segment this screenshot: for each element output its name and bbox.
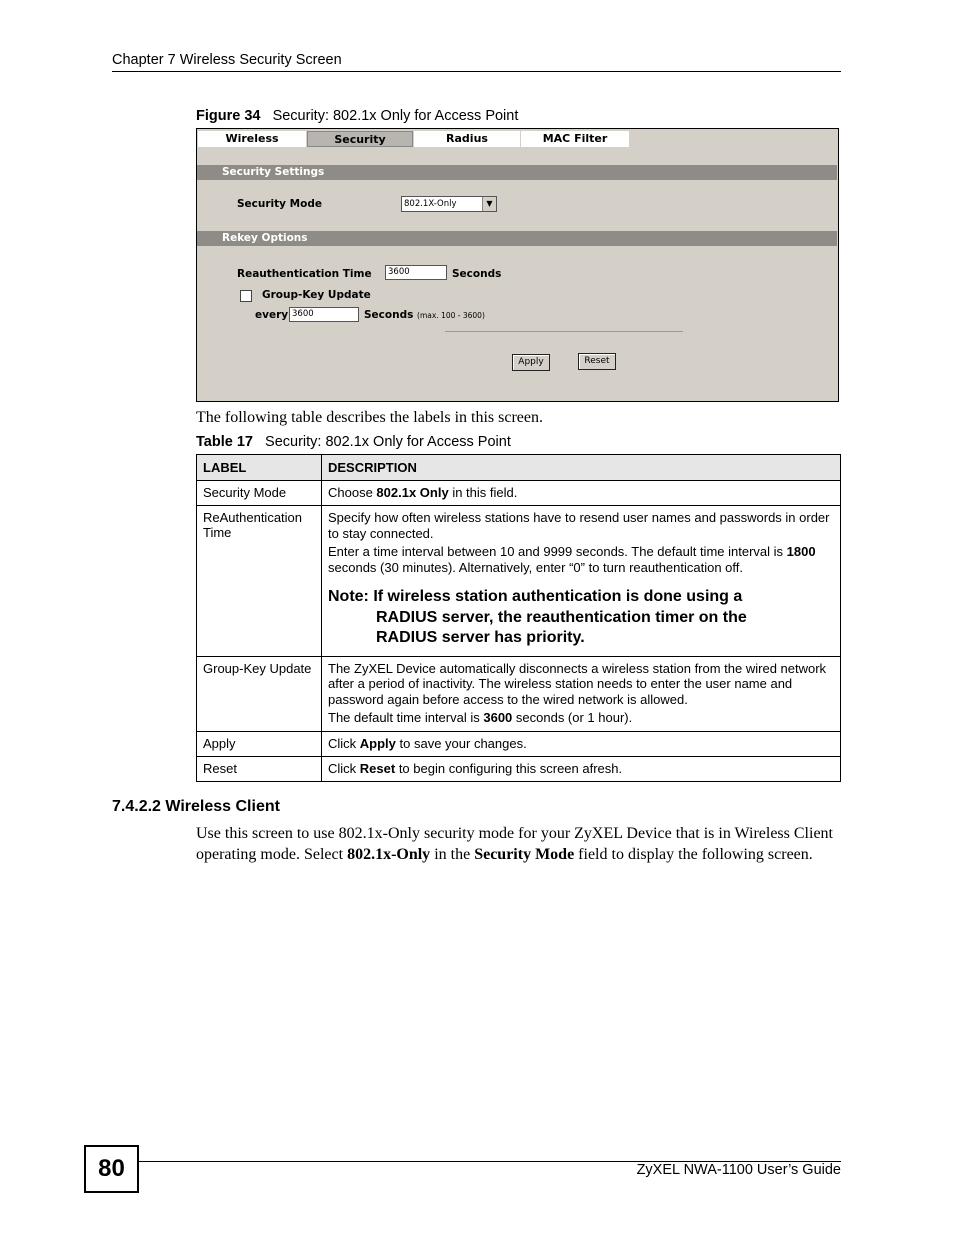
column-header-label: LABEL xyxy=(197,455,322,481)
security-settings-title: Security Settings xyxy=(222,166,325,178)
tab-bar xyxy=(197,131,838,149)
desc-paragraph: Specify how often wireless stations have to resend user names and passwords in order to stay connected. xyxy=(328,510,830,541)
tab-radius[interactable]: Radius xyxy=(414,131,520,147)
guide-title: ZyXEL NWA-1100 User’s Guide xyxy=(636,1162,841,1178)
figure-caption xyxy=(196,108,518,124)
table-row xyxy=(197,506,841,657)
chevron-down-icon: ▼ xyxy=(482,197,496,211)
table-title: Security: 802.1x Only for Access Point xyxy=(265,434,511,450)
interval-range-note: (max. 100 - 3600) xyxy=(417,311,485,320)
section-heading: 7.4.2.2 Wireless Client xyxy=(112,798,280,815)
row-description xyxy=(322,731,841,756)
row-description xyxy=(322,481,841,506)
security-mode-value: 802.1X-Only xyxy=(404,199,457,209)
row-description xyxy=(322,656,841,731)
rekey-options-title: Rekey Options xyxy=(222,232,308,244)
column-header-description: DESCRIPTION xyxy=(322,455,841,481)
desc-paragraph xyxy=(328,710,834,726)
page-number: 80 xyxy=(84,1145,139,1193)
reauth-unit: Seconds xyxy=(452,268,502,280)
desc-paragraph: The ZyXEL Device automatically disconnects a wireless station from the wired network after a period of inactivity. The wireless station needs to enter the user name and password again before access to the wired network is allowed. xyxy=(328,660,827,707)
rekey-options-bar xyxy=(197,231,837,246)
reset-button[interactable]: Reset xyxy=(578,353,616,370)
table-row xyxy=(197,656,841,731)
reauth-time-label: Reauthentication Time xyxy=(237,268,372,280)
row-description xyxy=(322,506,841,657)
every-unit: Seconds xyxy=(364,309,414,321)
group-key-label: Group-Key Update xyxy=(262,289,371,301)
apply-button[interactable]: Apply xyxy=(512,354,550,371)
row-label: ReAuthentication Time xyxy=(197,506,322,657)
desc-bold: 802.1x Only xyxy=(376,485,449,500)
desc-text: Click xyxy=(328,735,360,751)
security-settings-bar xyxy=(197,165,837,180)
desc-bold: 3600 xyxy=(483,710,513,725)
section-paragraph xyxy=(196,824,841,865)
desc-bold: 1800 xyxy=(786,544,816,559)
intro-text: The following table describes the labels in this screen. xyxy=(196,409,544,426)
table-header-row xyxy=(197,455,841,481)
desc-text: Enter a time interval between 10 and 9999 seconds. The default time interval is xyxy=(328,544,787,559)
para-text: field to display the following screen. xyxy=(574,845,813,863)
label-description-table xyxy=(196,454,841,782)
para-text: Use this screen to use 802.1x-Only security mode for your ZyXEL Device that is in Wireless Client operating mode. Select xyxy=(196,825,833,863)
desc-text: The default time interval is xyxy=(328,710,484,725)
settings-form xyxy=(197,149,838,400)
security-screenshot xyxy=(196,128,839,402)
desc-text: to save your changes. xyxy=(395,735,527,751)
desc-text: Click xyxy=(328,760,360,776)
form-divider xyxy=(445,331,683,332)
row-label: Security Mode xyxy=(197,481,322,506)
desc-text: seconds (30 minutes). Alternatively, enter “0” to turn reauthentication off. xyxy=(328,559,744,575)
para-text: in the xyxy=(430,845,475,863)
desc-text: in this field. xyxy=(448,485,518,500)
para-bold: Security Mode xyxy=(474,845,575,863)
desc-bold: Apply xyxy=(359,735,396,751)
desc-bold: Reset xyxy=(359,760,396,776)
desc-paragraph xyxy=(328,544,834,575)
row-label: Apply xyxy=(197,731,322,756)
tab-security[interactable]: Security xyxy=(307,131,413,147)
desc-text: to begin configuring this screen afresh. xyxy=(395,760,623,776)
row-label: Group-Key Update xyxy=(197,656,322,731)
security-mode-select[interactable] xyxy=(401,196,497,212)
row-description xyxy=(322,756,841,781)
row-label: Reset xyxy=(197,756,322,781)
tab-mac-filter[interactable]: MAC Filter xyxy=(521,131,629,147)
note-line: RADIUS server has priority. xyxy=(376,629,585,646)
para-bold: 802.1x-Only xyxy=(347,845,431,863)
group-key-checkbox[interactable] xyxy=(240,290,252,302)
running-header: Chapter 7 Wireless Security Screen xyxy=(112,52,342,68)
table-row xyxy=(197,481,841,506)
figure-label: Figure 34 xyxy=(196,108,261,124)
reauth-time-input[interactable]: 3600 xyxy=(385,265,447,280)
every-label: every xyxy=(255,309,289,321)
table-caption xyxy=(196,434,511,450)
table-row xyxy=(197,756,841,781)
desc-text: seconds (or 1 hour). xyxy=(512,710,633,725)
table-label: Table 17 xyxy=(196,434,253,450)
security-mode-label: Security Mode xyxy=(237,198,322,210)
note-block xyxy=(328,587,834,649)
note-line: RADIUS server, the reauthentication timer on the xyxy=(376,608,747,626)
every-unit-wrap xyxy=(364,309,485,321)
table-row xyxy=(197,731,841,756)
tab-wireless-settings[interactable]: Wireless xyxy=(198,131,306,147)
header-rule xyxy=(112,71,841,72)
note-prefix: Note: xyxy=(328,588,374,605)
desc-text: Choose xyxy=(328,485,377,500)
note-line: If wireless station authentication is done using a xyxy=(373,588,743,605)
group-key-interval-input[interactable]: 3600 xyxy=(289,307,359,322)
figure-title: Security: 802.1x Only for Access Point xyxy=(272,108,519,124)
